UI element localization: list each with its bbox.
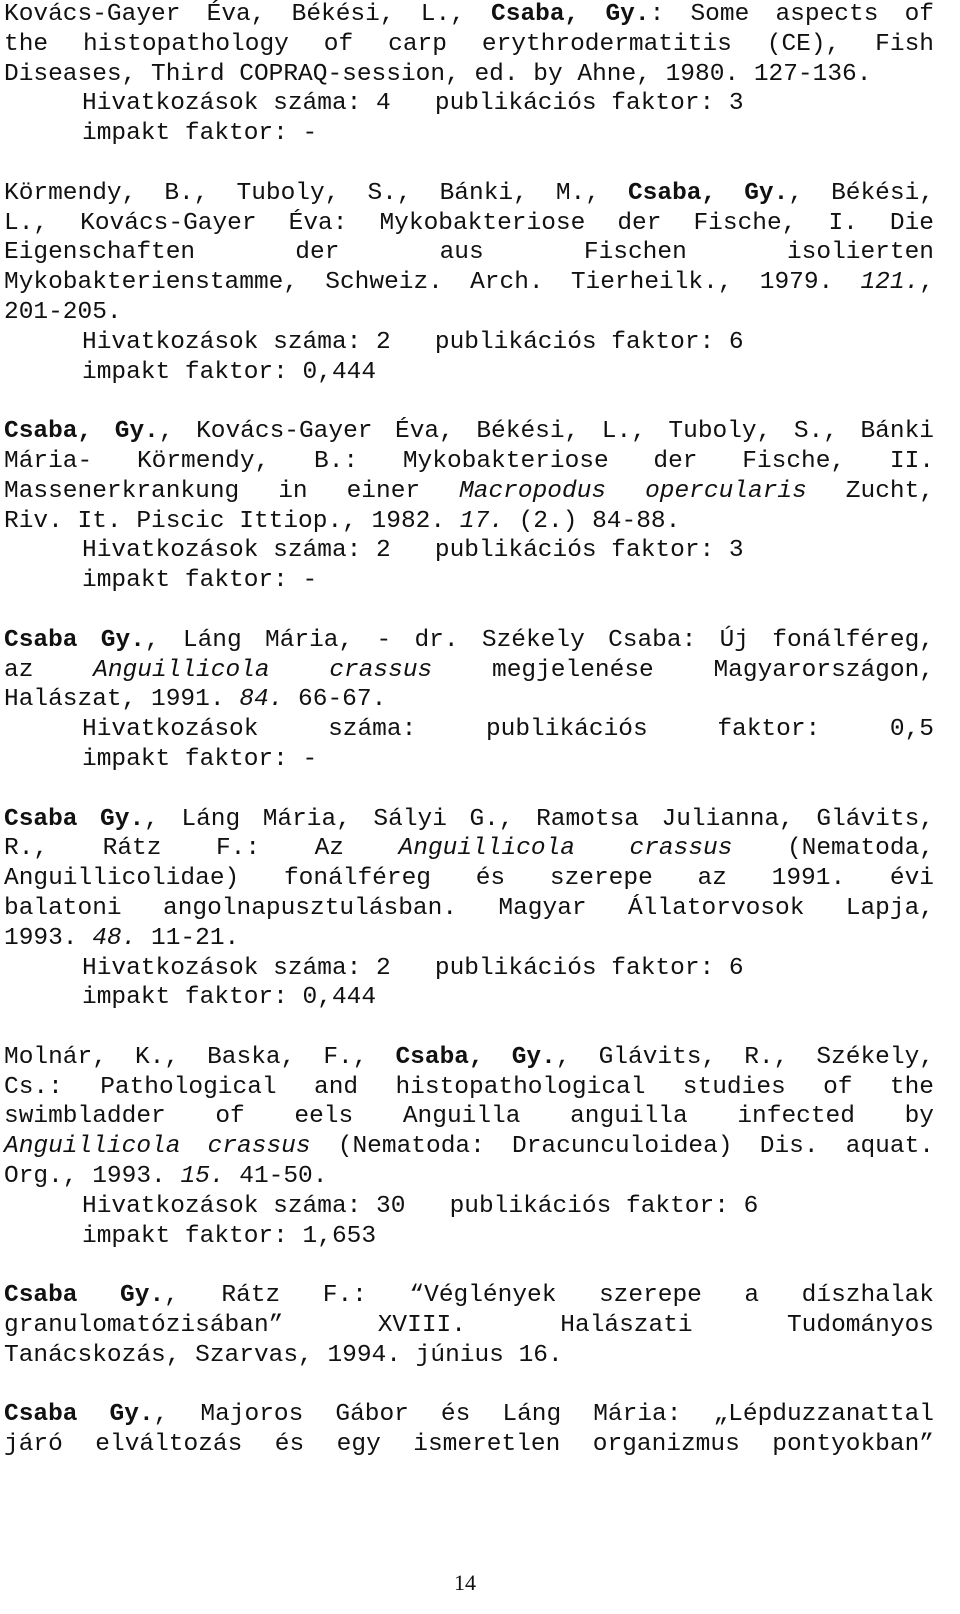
italic-text: 48. bbox=[92, 924, 137, 952]
text-run: : Some aspects of bbox=[649, 1, 934, 28]
reference-line bbox=[4, 894, 934, 924]
reference-line bbox=[4, 685, 934, 715]
text-run: swimbladder of eels Anguilla anguilla infected by bbox=[4, 1103, 934, 1131]
text-run: , Rátz F.: “Véglények szerepe a díszhalak bbox=[164, 1282, 934, 1310]
reference-line bbox=[4, 209, 934, 239]
citation-metrics-line bbox=[4, 715, 934, 745]
text-run: (Nematoda, bbox=[732, 835, 934, 863]
impact-factor: impakt faktor: 0,444 bbox=[82, 984, 377, 1012]
italic-text: 17. bbox=[459, 507, 504, 535]
citation-metrics-line bbox=[4, 954, 934, 984]
author-highlight: Csaba, Gy. bbox=[491, 1, 650, 28]
reference-line bbox=[4, 477, 934, 507]
reference-entry bbox=[4, 626, 934, 775]
text-run: Eigenschaften der aus Fischen isolierten bbox=[4, 239, 934, 267]
text-run: R., Rátz F.: Az bbox=[4, 835, 399, 863]
impact-factor: impakt faktor: - bbox=[82, 120, 318, 148]
reference-line bbox=[4, 238, 934, 268]
author-highlight: Csaba, Gy. bbox=[4, 418, 159, 446]
publication-factor: publikációs faktor: 3 bbox=[434, 537, 744, 565]
reference-line bbox=[4, 417, 934, 447]
citation-count: Hivatkozások száma: 2 bbox=[82, 328, 391, 356]
text-run: 41-50. bbox=[224, 1163, 328, 1191]
reference-line bbox=[4, 1281, 934, 1311]
text-run: 201-205. bbox=[4, 298, 122, 326]
author-highlight: Csaba Gy. bbox=[4, 1401, 154, 1429]
text-run: , Glávits, R., Székely, bbox=[555, 1043, 934, 1071]
citation-count: Hivatkozások száma: 4 bbox=[82, 90, 391, 118]
author-highlight: Csaba Gy. bbox=[4, 805, 145, 833]
reference-entry bbox=[4, 417, 934, 596]
italic-text: 121. bbox=[860, 269, 920, 297]
text-run: , Kovács-Gayer Éva, Békési, L., Tuboly, S., Bánki bbox=[158, 418, 934, 446]
citation-count: Hivatkozások száma: 2 bbox=[82, 537, 391, 565]
text-run: granulomatózisában” XVIII. Halászati Tudományos bbox=[4, 1312, 934, 1340]
text-run: Diseases, Third COPRAQ-session, ed. by Ahne, 1980. 127-136. bbox=[4, 60, 872, 88]
reference-line bbox=[4, 298, 934, 328]
citation-count: Hivatkozások száma: bbox=[82, 716, 417, 744]
reference-entry bbox=[4, 179, 934, 388]
reference-line bbox=[4, 1162, 934, 1192]
reference-line bbox=[4, 864, 934, 894]
text-run: (2.) 84-88. bbox=[503, 507, 681, 535]
reference-line bbox=[4, 834, 934, 864]
text-run: , Láng Mária, - dr. Székely Csaba: Új fonálféreg, bbox=[144, 626, 934, 654]
author-highlight: Csaba Gy. bbox=[4, 1282, 165, 1310]
text-run: 66-67. bbox=[283, 686, 387, 714]
reference-line bbox=[4, 1430, 934, 1460]
text-run: Cs.: Pathological and histopathological studies of the bbox=[4, 1073, 934, 1101]
reference-line bbox=[4, 507, 934, 537]
text-run: the histopathology of carp erythrodermatitis (CE), Fish bbox=[4, 30, 934, 58]
reference-line bbox=[4, 805, 934, 835]
text-run: , Láng Mária, Sályi G., Ramotsa Julianna, Glávits, bbox=[144, 805, 934, 833]
document-page bbox=[4, 0, 934, 1490]
text-run: Körmendy, B., Tuboly, S., Bánki, M., bbox=[4, 179, 628, 207]
reference-line bbox=[4, 626, 934, 656]
reference-entry bbox=[4, 0, 934, 149]
reference-line bbox=[4, 1073, 934, 1103]
text-run: Zucht, bbox=[806, 477, 935, 505]
text-run: 11-21. bbox=[136, 924, 240, 952]
text-run: Riv. It. Piscic Ittiop., 1982. bbox=[4, 507, 460, 535]
impact-factor: impakt faktor: - bbox=[82, 567, 318, 595]
text-run: Mykobakterienstamme, Schweiz. Arch. Tierheilk., 1979. bbox=[4, 269, 861, 297]
reference-line bbox=[4, 447, 934, 477]
reference-entry bbox=[4, 1400, 934, 1460]
reference-line bbox=[4, 1341, 934, 1371]
italic-text: Anguillicola crassus bbox=[398, 835, 733, 863]
text-run: megjelenése Magyarországon, bbox=[432, 656, 934, 684]
text-run: Molnár, K., Baska, F., bbox=[4, 1043, 396, 1071]
reference-line bbox=[4, 60, 934, 90]
impact-factor: impakt faktor: - bbox=[82, 745, 318, 773]
text-run: L., Kovács-Gayer Éva: Mykobakteriose der Fische, I. Die bbox=[4, 209, 934, 237]
italic-text: Macropodus opercularis bbox=[459, 477, 807, 505]
citation-metrics-line bbox=[4, 89, 934, 119]
reference-line bbox=[4, 268, 934, 298]
text-run: Tanácskozás, Szarvas, 1994. június 16. bbox=[4, 1341, 563, 1369]
text-run: Anguillicolidae) fonálféreg és szerepe az 1991. évi bbox=[4, 865, 934, 893]
italic-text: Anguillicola crassus bbox=[4, 1133, 311, 1161]
publication-factor: publikációs faktor: 6 bbox=[434, 328, 744, 356]
text-run: Massenerkrankung in einer bbox=[4, 477, 460, 505]
publication-factor: publikációs faktor: 6 bbox=[434, 954, 744, 982]
text-run: (Nematoda: Dracunculoidea) Dis. aquat. bbox=[310, 1133, 934, 1161]
publication-factor: publikációs faktor: 6 bbox=[449, 1192, 759, 1220]
italic-text: 15. bbox=[180, 1163, 225, 1191]
reference-line bbox=[4, 1311, 934, 1341]
publication-factor: publikációs faktor: 0,5 bbox=[485, 716, 934, 744]
text-run: , Majoros Gábor és Láng Mária: „Lépduzzanattal bbox=[153, 1401, 935, 1429]
reference-line bbox=[4, 179, 934, 209]
text-run: Kovács-Gayer Éva, Békési, L., bbox=[4, 1, 492, 28]
reference-line bbox=[4, 1132, 934, 1162]
publication-factor: publikációs faktor: 3 bbox=[434, 90, 744, 118]
reference-entry bbox=[4, 1281, 934, 1370]
reference-line bbox=[4, 1043, 934, 1073]
author-highlight: Csaba, Gy. bbox=[395, 1043, 556, 1071]
page-number: 14 bbox=[454, 1570, 476, 1595]
impact-factor: impakt faktor: 1,653 bbox=[82, 1222, 377, 1250]
impact-factor: impakt faktor: 0,444 bbox=[82, 358, 377, 386]
text-run: balatoni angolnapusztulásban. Magyar Állatorvosok Lapja, bbox=[4, 894, 934, 922]
citation-count: Hivatkozások száma: 30 bbox=[82, 1192, 406, 1220]
reference-entry bbox=[4, 1043, 934, 1252]
italic-text: Anguillicola crassus bbox=[93, 656, 433, 684]
text-run: Halászat, 1991. bbox=[4, 686, 240, 714]
author-highlight: Csaba Gy. bbox=[4, 626, 145, 654]
reference-line bbox=[4, 30, 934, 60]
text-run: , Békési, bbox=[788, 179, 934, 207]
text-run: Mária- Körmendy, B.: Mykobakteriose der Fische, II. bbox=[4, 447, 934, 475]
reference-entry bbox=[4, 805, 934, 1014]
italic-text: 84. bbox=[239, 686, 284, 714]
text-run: 1993. bbox=[4, 924, 93, 952]
reference-line bbox=[4, 656, 934, 686]
reference-line bbox=[4, 1102, 934, 1132]
text-run: az bbox=[4, 656, 94, 684]
reference-line bbox=[4, 0, 934, 30]
reference-line bbox=[4, 1400, 934, 1430]
text-run: Org., 1993. bbox=[4, 1163, 181, 1191]
reference-line bbox=[4, 924, 934, 954]
text-run: járó elváltozás és egy ismeretlen organizmus pontyokban” bbox=[4, 1431, 934, 1459]
citation-metrics-line bbox=[4, 536, 934, 566]
citation-metrics-line bbox=[4, 328, 934, 358]
text-run: , bbox=[919, 269, 934, 297]
citation-metrics-line bbox=[4, 1192, 934, 1222]
citation-count: Hivatkozások száma: 2 bbox=[82, 954, 391, 982]
author-highlight: Csaba, Gy. bbox=[627, 179, 789, 207]
